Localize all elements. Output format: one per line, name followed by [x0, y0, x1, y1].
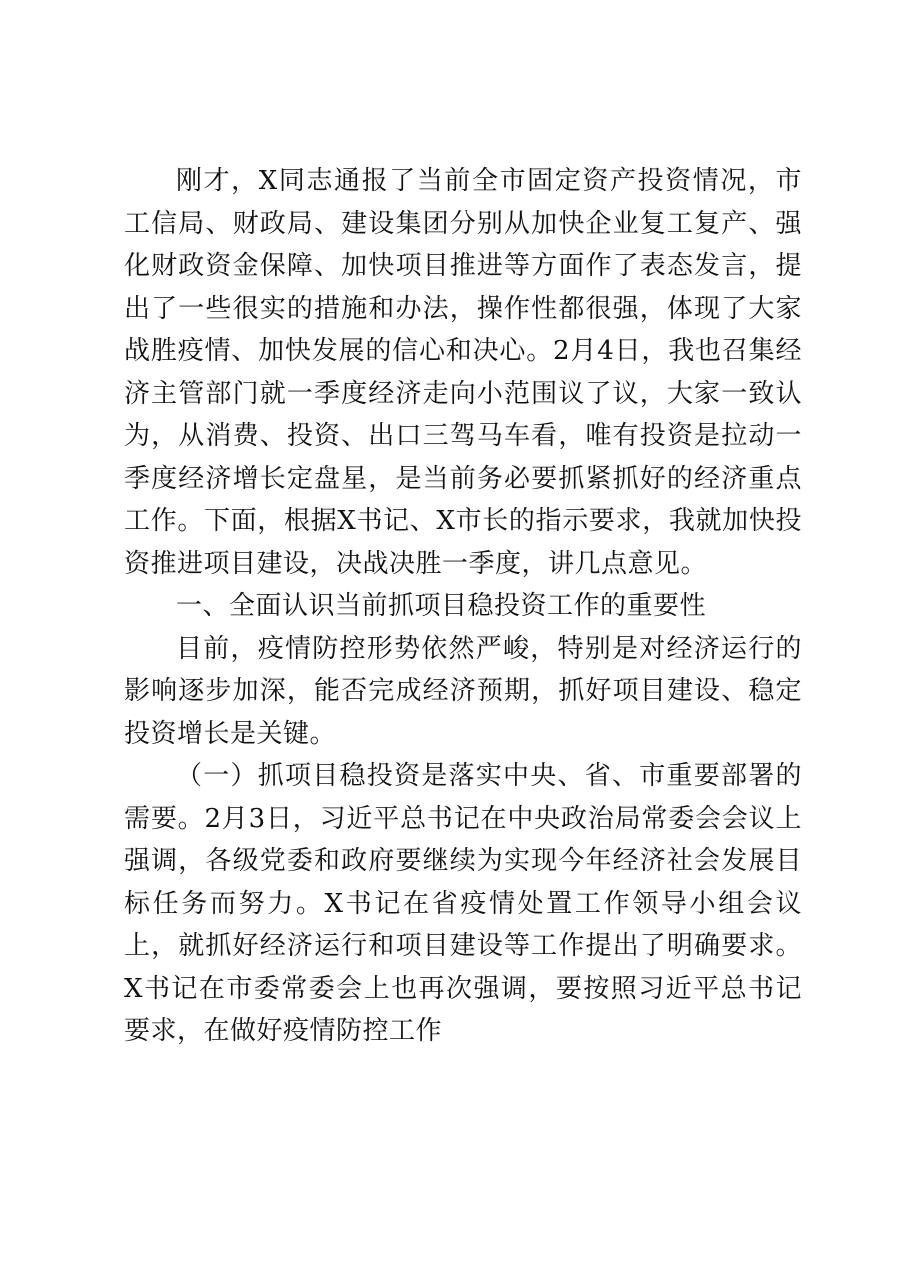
body-paragraph: 目前，疫情防控形势依然严峻，特别是对经济运行的影响逐步加深，能否完成经济预期，抓好项目建设、稳定投资增长是关键。	[124, 633, 802, 749]
intro-paragraph: 刚才，X同志通报了当前全市固定资产投资情况，市工信局、财政局、建设集团分别从加快企业复工复产、强化财政资金保障、加快项目推进等方面作了表态发言，提出了一些很实的措施和办法，操作性都很强，体现了大家战胜疫情、加快发展的信心和决心。2月4日，我也召集经济主管部门就一季度经济走向小范围议了议，大家一致认为，从消费、投资、出口三驾马车看，唯有投资是拉动一季度经济增长定盘星，是当前务必要抓紧抓好的经济重点工作。下面，根据X书记、X市长的指示要求，我就加快投资推进项目建设，决战决胜一季度，讲几点意见。	[124, 166, 802, 579]
section-heading: 一、全面认识当前抓项目稳投资工作的重要性	[176, 591, 707, 621]
document-body	[124, 160, 802, 1053]
subsection-paragraph: （一）抓项目稳投资是落实中央、省、市重要部署的需要。2月3日，习近平总书记在中央政治局常委会会议上强调，各级党委和政府要继续为实现今年经济社会发展目标任务而努力。X书记在省疫情处置工作领导小组会议上，就抓好经济运行和项目建设等工作提出了明确要求。X书记在市委常委会上也再次强调，要按照习近平总书记要求，在做好疫情防控工作	[124, 761, 802, 1046]
